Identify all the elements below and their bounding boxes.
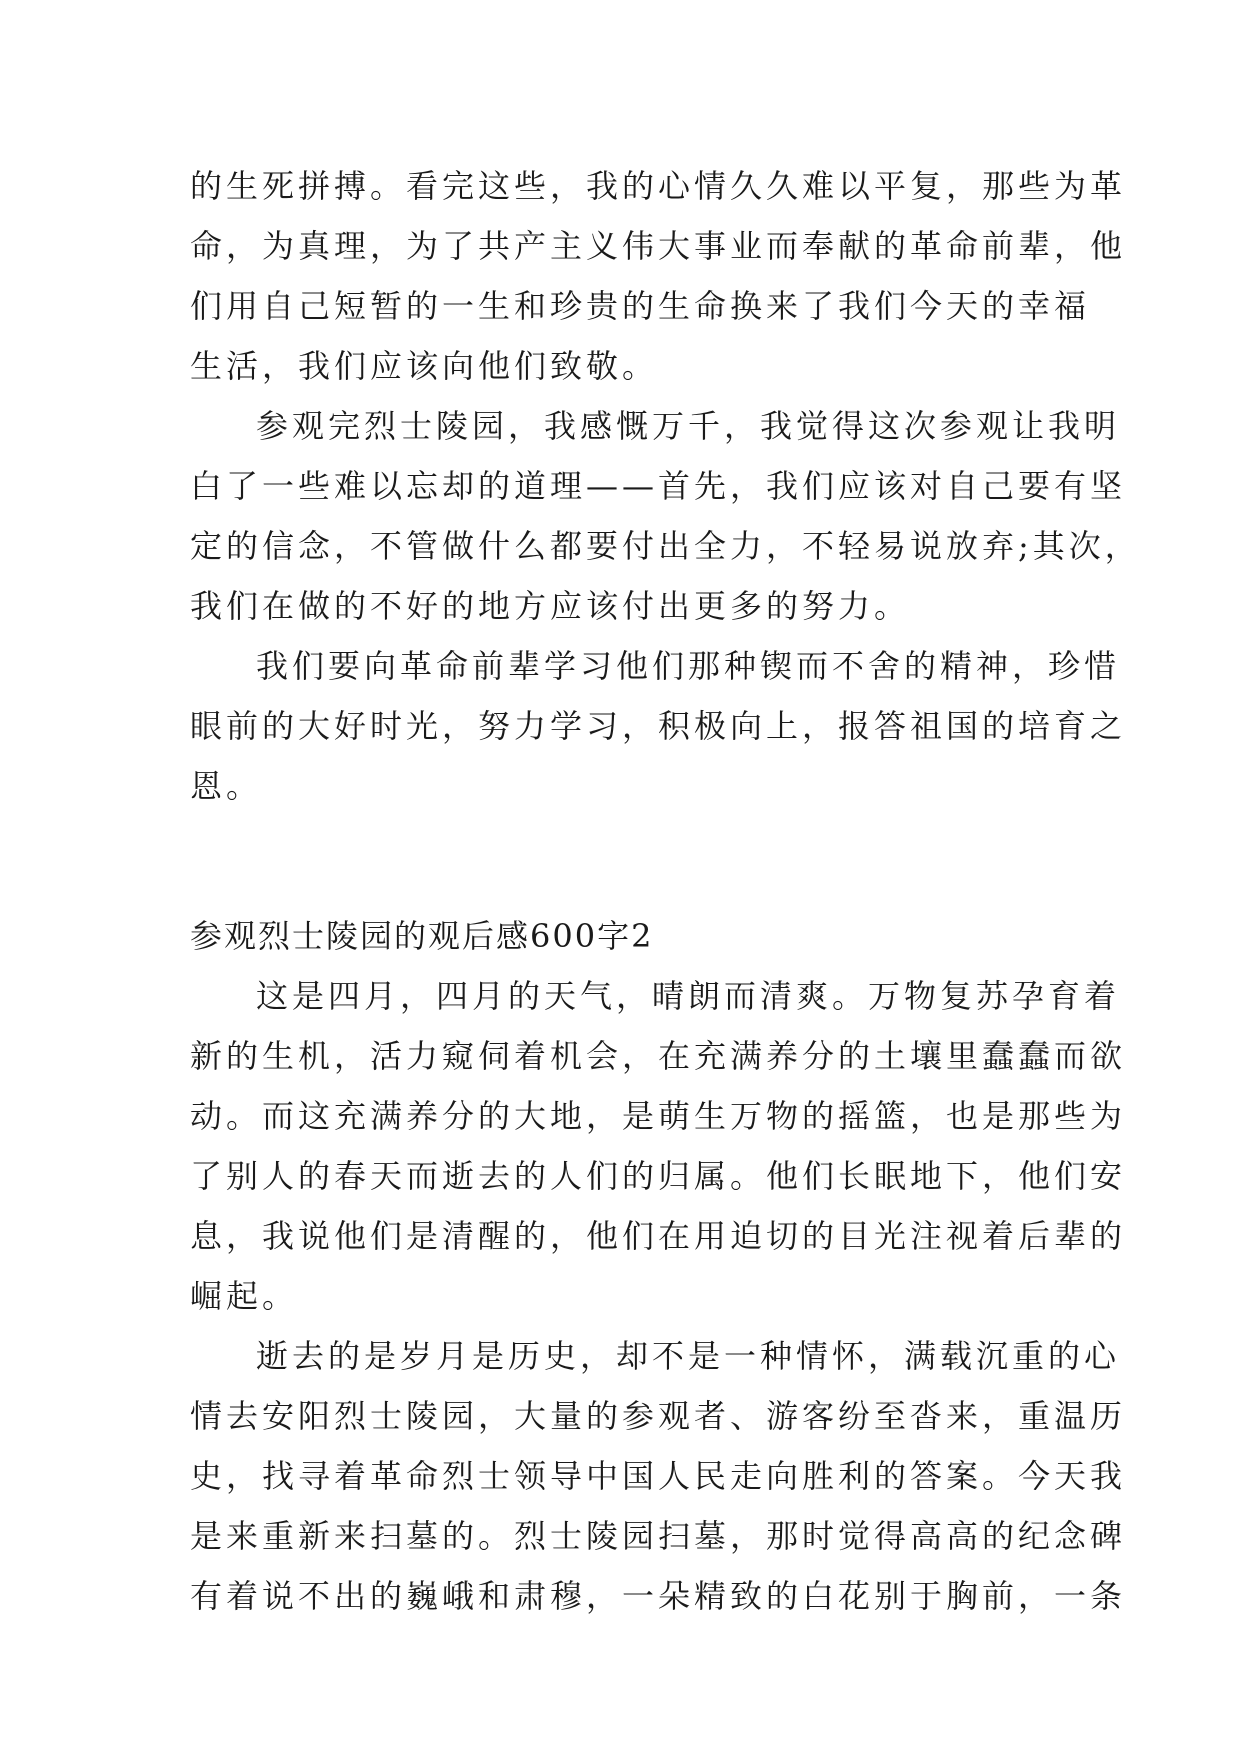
text-line: 白了一些难以忘却的道理——首先，我们应该对自己要有坚	[190, 467, 1127, 505]
text-line: 是来重新来扫墓的。烈士陵园扫墓，那时觉得高高的纪念碑	[190, 1517, 1127, 1555]
text-line: 有着说不出的巍峨和肃穆，一朵精致的白花别于胸前，一条	[190, 1577, 1127, 1615]
text-line: 了别人的春天而逝去的人们的归属。他们长眠地下，他们安	[190, 1157, 1127, 1195]
paragraph	[190, 966, 1127, 1326]
paragraph	[190, 396, 1141, 636]
section-title: 参观烈士陵园的观后感600字2	[190, 917, 654, 955]
text-line: 参观完烈士陵园，我感慨万千，我觉得这次参观让我明	[256, 407, 1121, 445]
text-line: 新的生机，活力窥伺着机会，在充满养分的土壤里蠢蠢而欲	[190, 1037, 1127, 1075]
text-line: 命，为真理，为了共产主义伟大事业而奉献的革命前辈，他	[190, 227, 1127, 265]
text-line: 我们在做的不好的地方应该付出更多的努力。	[190, 587, 911, 625]
text-line: 生活，我们应该向他们致敬。	[190, 347, 659, 385]
text-line: 这是四月，四月的天气，晴朗而清爽。万物复苏孕育着	[256, 977, 1121, 1015]
text-line: 情去安阳烈士陵园，大量的参观者、游客纷至沓来，重温历	[190, 1397, 1127, 1435]
text-line: 的生死拼搏。看完这些，我的心情久久难以平复，那些为革	[190, 167, 1127, 205]
text-line: 史，找寻着革命烈士领导中国人民走向胜利的答案。今天我	[190, 1457, 1127, 1495]
text-line: 恩。	[190, 767, 263, 805]
text-line: 们用自己短暂的一生和珍贵的生命换来了我们今天的幸福	[190, 287, 1091, 325]
text-line: 逝去的是岁月是历史，却不是一种情怀，满载沉重的心	[256, 1337, 1121, 1375]
text-line: 动。而这充满养分的大地，是萌生万物的摇篮，也是那些为	[190, 1097, 1127, 1135]
section-spacer	[190, 816, 1070, 906]
text-line: 息，我说他们是清醒的，他们在用迫切的目光注视着后辈的	[190, 1217, 1127, 1255]
paragraph-continuation	[190, 156, 1127, 396]
paragraph	[190, 636, 1127, 816]
text-line: 定的信念，不管做什么都要付出全力，不轻易说放弃;其次，	[190, 527, 1141, 565]
document-body	[190, 156, 1141, 1626]
paragraph	[190, 1326, 1127, 1626]
text-line: 崛起。	[190, 1277, 299, 1315]
text-line: 眼前的大好时光，努力学习，积极向上，报答祖国的培育之	[190, 707, 1127, 745]
text-line: 我们要向革命前辈学习他们那种锲而不舍的精神，珍惜	[256, 647, 1121, 685]
